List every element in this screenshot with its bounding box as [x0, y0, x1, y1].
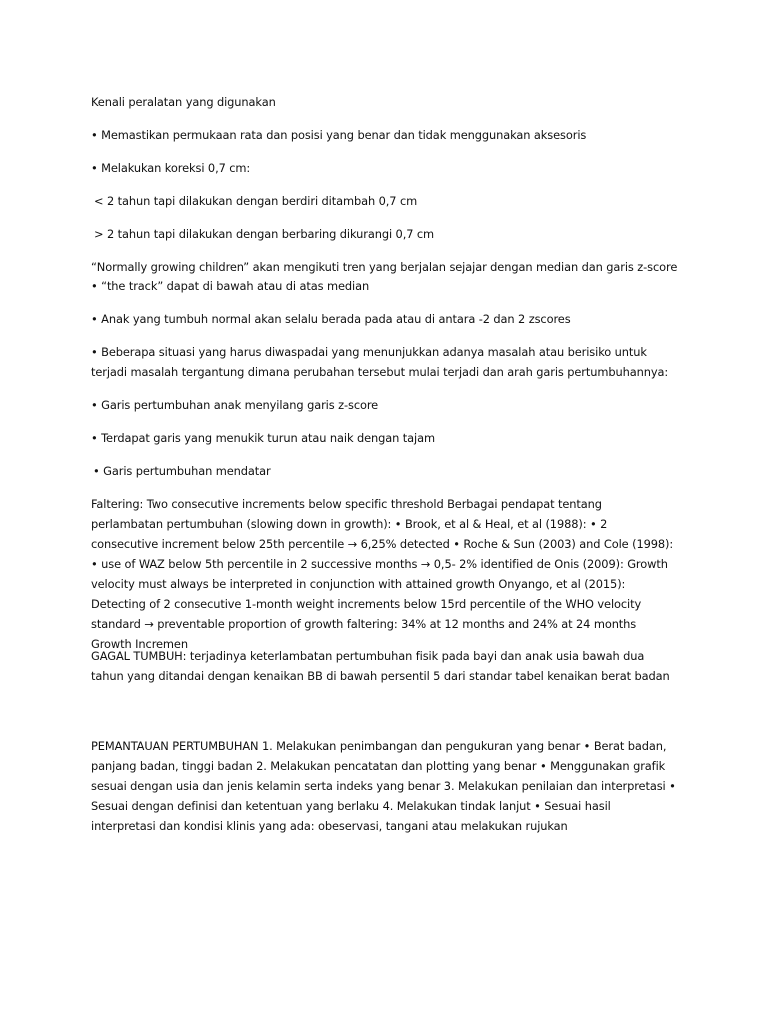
- correction-over-two: > 2 tahun tapi dilakukan dengan berbaring dikurangi 0,7 cm: [94, 227, 435, 241]
- bullet-sharp-line: • Terdapat garis yang menukik turun atau naik dengan tajam: [91, 431, 435, 445]
- correction-under-two: < 2 tahun tapi dilakukan dengan berdiri ditambah 0,7 cm: [94, 194, 418, 208]
- gagal-tumbuh-paragraph: GAGAL TUMBUH: terjadinya keterlambatan pertumbuhan fisik pada bayi dan anak usia bawah dua tahun yang ditandai dengan kenaikan BB di bawah persentil 5 dari standar tabel kenaikan berat badan: [91, 649, 670, 683]
- bullet-situations: • Beberapa situasi yang harus diwaspadai yang menunjukkan adanya masalah atau berisiko untuk terjadi masalah tergantung dimana perubahan tersebut mulai terjadi dan arah garis pertumbuhannya:: [91, 345, 669, 379]
- bullet-surface: • Memastikan permukaan rata dan posisi yang benar dan tidak menggunakan aksesoris: [91, 128, 587, 142]
- normally-growing-text: “Normally growing children” akan mengikuti tren yang berjalan sejajar dengan median dan garis z-score: [91, 260, 678, 274]
- bullet-correction: • Melakukan koreksi 0,7 cm:: [91, 161, 251, 175]
- pemantauan-paragraph: PEMANTAUAN PERTUMBUHAN 1. Melakukan penimbangan dan pengukuran yang benar • Berat badan, panjang badan, tinggi badan 2. Melakukan pencatatan dan plotting yang benar • Menggunakan grafik sesuai dengan usia dan jenis kelamin serta indeks yang benar 3. Melakukan penilaian dan interpretasi • Sesuai dengan definisi dan ketentuan yang berlaku 4. Melakukan tindak lanjut • Sesuai hasil interpretasi dan kondisi klinis yang ada: obeservasi, tangani atau melakukan rujukan: [91, 739, 676, 833]
- heading-equipment: Kenali peralatan yang digunakan: [91, 95, 276, 109]
- bullet-the-track: • “the track” dapat di bawah atau di atas median: [91, 279, 370, 293]
- bullet-crossing: • Garis pertumbuhan anak menyilang garis z-score: [91, 398, 379, 412]
- bullet-normal-growth: • Anak yang tumbuh normal akan selalu berada pada atau di antara -2 dan 2 zscores: [91, 312, 571, 326]
- faltering-paragraph: Faltering: Two consecutive increments below specific threshold Berbagai pendapat tentang perlambatan pertumbuhan (slowing down in growth): • Brook, et al & Heal, et al (1988): • 2 consecutive increment below 25th percentile → 6,25% detected • Roche & Sun (2003) and Cole (1998): • use of WAZ below 5th percentile in 2 successive months → 0,5- 2% identified de Onis (2009): Growth velocity must always be interpreted in conjunction with attained growth Onyango, et al (2015): Detecting of 2 consecutive 1-month weight increments below 15rd percentile of the WHO velocity standard → preventable proportion of growth faltering: 34% at 12 months and 24% at 24 months Growth Incremen: [91, 497, 674, 651]
- bullet-flat-line: • Garis pertumbuhan mendatar: [93, 464, 271, 478]
